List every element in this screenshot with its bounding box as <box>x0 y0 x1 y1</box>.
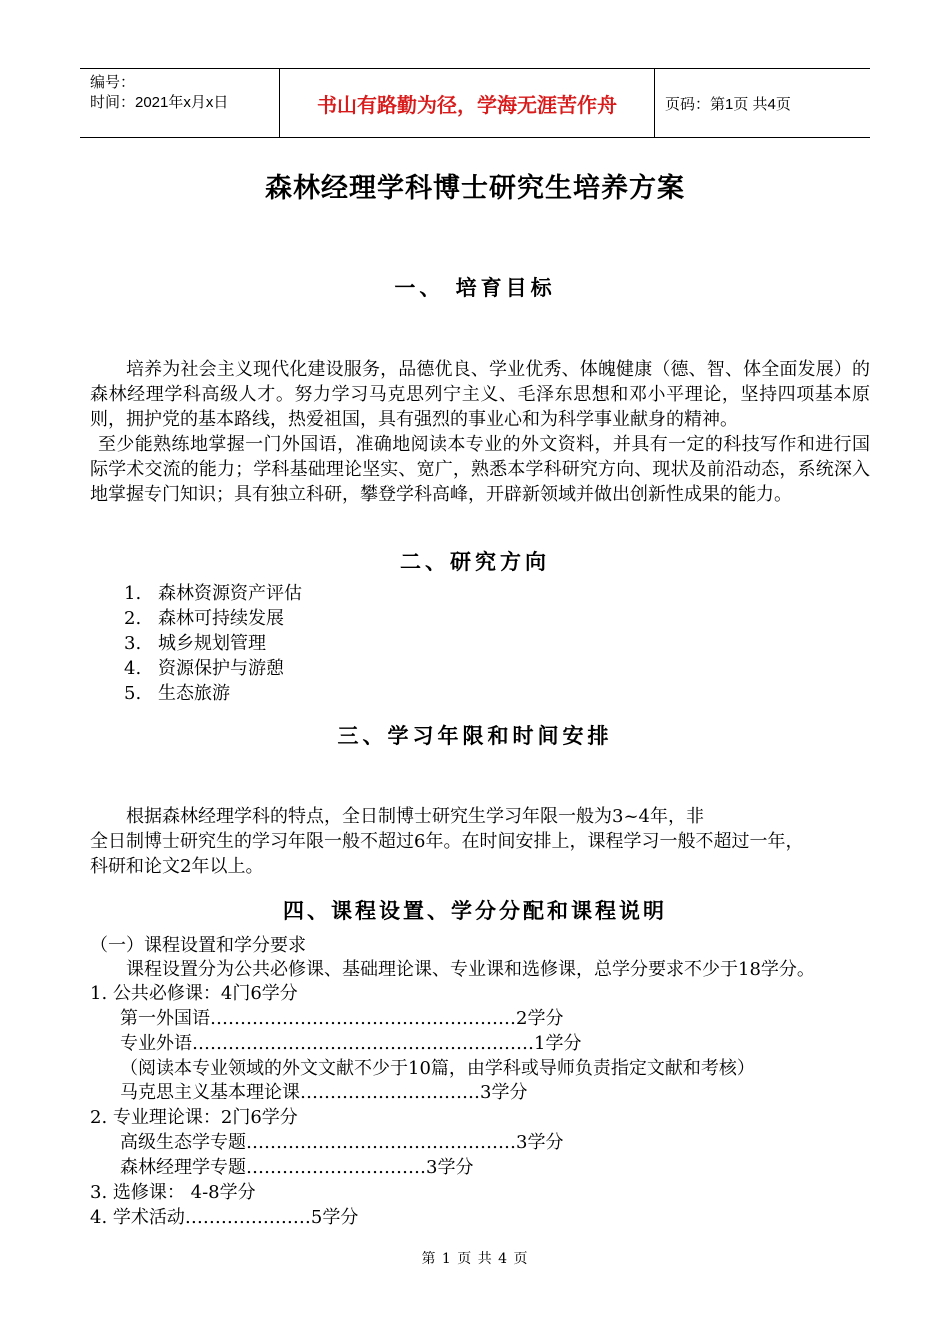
course-group-theory: 2. 专业理论课：2门6学分 <box>90 1107 298 1128</box>
page-footer: 第 1 页 共 4 页 <box>421 1251 529 1267</box>
motto: 书山有路勤为径，学海无涯苦作舟 <box>280 69 655 137</box>
course-group-electives: 3. 选修课： 4-8学分 <box>90 1182 256 1203</box>
courses-intro: 课程设置分为公共必修课、基础理论课、专业课和选修课，总学分要求不少于18学分。 <box>126 959 815 980</box>
date-label: 时间：2021年x月x日 <box>90 94 229 111</box>
course-group-public: 1. 公共必修课：4门6学分 <box>90 983 298 1004</box>
list-item: 1. 森林资源资产评估 <box>124 583 302 604</box>
course-foreign-language: 第一外国语……………………………………………2学分 <box>120 1008 564 1029</box>
list-item: 5. 生态旅游 <box>124 683 230 704</box>
list-item: 4. 资源保护与游憩 <box>124 658 284 679</box>
goals-paragraph-2: 至少能熟练地掌握一门外国语，准确地阅读本专业的外文资料，并具有一定的科技写作和进行国际学术交流的能力；学科基础理论坚实、宽广，熟悉本学科研究方向、现状及前沿动态，系统深入地掌握专门知识；具有独立科研，攀登学科高峰，开辟新领域并做出创新性成果的能力。 <box>90 434 870 505</box>
document-title: 森林经理学科博士研究生培养方案 <box>265 173 685 204</box>
duration-line-1: 根据森林经理学科的特点，全日制博士研究生学习年限一般为3~4年，非 <box>126 806 704 827</box>
section-heading-goals: 一、 培育目标 <box>394 275 556 300</box>
course-group-academic-activities: 4. 学术活动…………………5学分 <box>90 1207 359 1228</box>
number-label: 编号： <box>90 74 136 91</box>
page-info: 页码：第1页 共4页 <box>665 95 791 113</box>
header-table <box>80 68 870 138</box>
course-forest-management: 森林经理学专题…………………………3学分 <box>120 1157 474 1178</box>
section-heading-courses: 四、课程设置、学分分配和课程说明 <box>283 898 667 923</box>
course-professional-foreign-language: 专业外语…………………………………………………1学分 <box>120 1033 582 1054</box>
header-left-cell <box>80 69 280 137</box>
list-item: 2. 森林可持续发展 <box>124 608 284 629</box>
list-item: 3. 城乡规划管理 <box>124 633 266 654</box>
course-marxism: 马克思主义基本理论课…………………………3学分 <box>120 1082 528 1103</box>
research-directions-list <box>124 581 302 706</box>
course-note: （阅读本专业领域的外文文献不少于10篇，由学科或导师负责指定文献和考核） <box>120 1058 755 1079</box>
courses-subheading: （一）课程设置和学分要求 <box>90 935 306 956</box>
duration-line-3: 科研和论文2年以上。 <box>90 856 264 877</box>
duration-line-2: 全日制博士研究生的学习年限一般不超过6年。在时间安排上，课程学习一般不超过一年， <box>90 831 804 852</box>
goals-paragraph-1: 培养为社会主义现代化建设服务，品德优良、学业优秀、体魄健康（德、智、体全面发展）的森林经理学科高级人才。努力学习马克思列宁主义、毛泽东思想和邓小平理论，坚持四项基本原则，拥护党的基本路线，热爱祖国，具有强烈的事业心和为科学事业献身的精神。 <box>90 359 870 430</box>
course-ecology: 高级生态学专题………………………………………3学分 <box>120 1132 564 1153</box>
section-heading-directions: 二、研究方向 <box>400 549 550 574</box>
section-heading-duration: 三、学习年限和时间安排 <box>337 723 613 748</box>
